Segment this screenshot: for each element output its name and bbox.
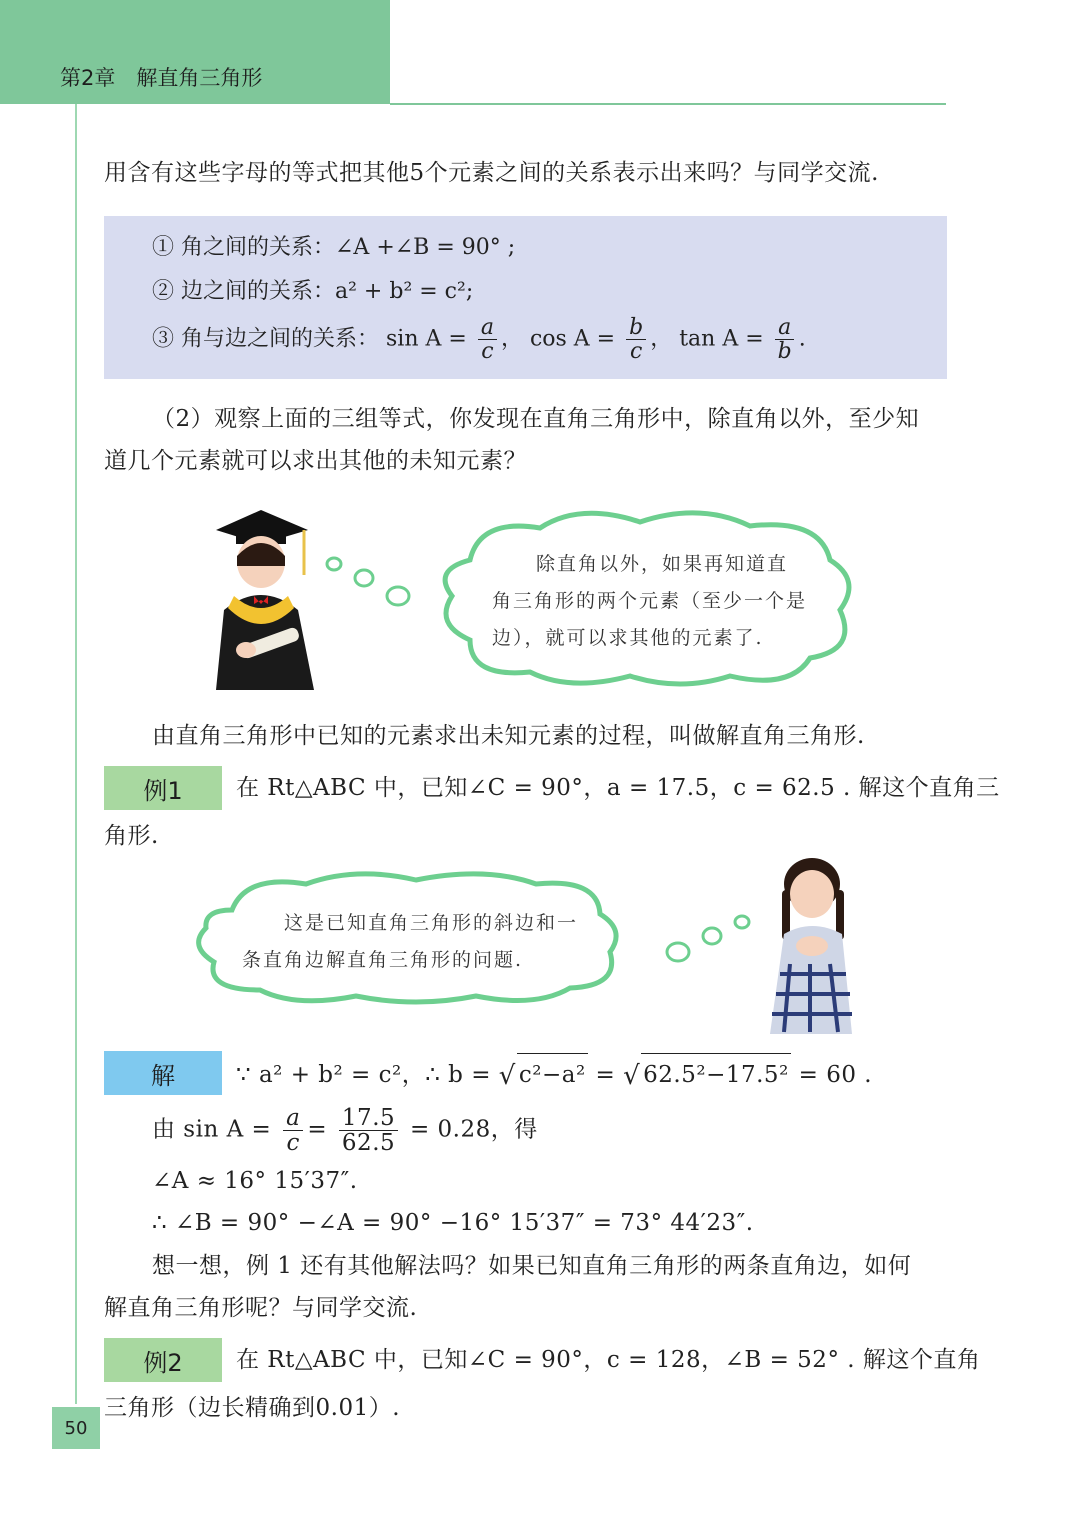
- example1-line2: 角形.: [104, 823, 159, 849]
- reflect-line2: 解直角三角形呢？与同学交流.: [104, 1295, 418, 1321]
- reflect-line1: 想一想，例 1 还有其他解法吗？如果已知直角三角形的两条直角边，如何: [152, 1253, 912, 1279]
- solution-line4: ∴ ∠B = 90° −∠A = 90° −16° 15′37″ = 73° 44′23″.: [152, 1210, 754, 1236]
- example2-line1: 在 Rt△ABC 中，已知∠C = 90°，c = 128，∠B = 52° . 解这个直角: [236, 1347, 981, 1373]
- solution-line3: ∠A ≈ 16° 15′37″.: [152, 1168, 358, 1194]
- relation-angles: ① 角之间的关系：∠A +∠B = 90° ;: [152, 235, 516, 260]
- question-line1: （2）观察上面的三组等式，你发现在直角三角形中，除直角以外，至少知: [152, 406, 920, 432]
- solution-line1: ∵ a² + b² = c²，∴ b = √ c²−a² = √ 62.5²−17.5² = 60 .: [236, 1053, 872, 1097]
- margin-rule: [75, 104, 77, 1404]
- relations-box: [104, 216, 947, 379]
- intro-text: 用含有这些字母的等式把其他5个元素之间的关系表示出来吗？与同学交流.: [104, 160, 879, 186]
- thought2-line1: 这是已知直角三角形的斜边和一: [284, 912, 579, 934]
- thought-dots-1: [322, 552, 422, 612]
- solution-line2: 由 sin A = $\frac{a}{c}$ = $\frac{17.5}{62.5}$ = 0.28，得: [152, 1105, 538, 1157]
- thought1-line3: 边），就可以求其他的元素了.: [492, 627, 764, 649]
- thinking-girl-illustration: [760, 854, 860, 1034]
- chapter-title: 第2章 解直角三角形: [60, 66, 263, 90]
- relation-trig: ③ 角与边之间的关系： sin A = $\frac{a}{c}$ ， cos A = $\frac{b}{c}$ ， tan A = $\frac{a}{b}$ .: [152, 315, 806, 365]
- thought2-line2: 条直角边解直角三角形的问题.: [242, 949, 524, 971]
- sin-fraction: $\frac{a}{c}$: [478, 316, 497, 363]
- example2-tag: 例2: [104, 1338, 222, 1382]
- relation-sides: ② 边之间的关系：a² + b² = c²;: [152, 279, 474, 304]
- page-number: 50: [52, 1407, 100, 1449]
- example1-line1: 在 Rt△ABC 中，已知∠C = 90°，a = 17.5，c = 62.5 . 解这个直角三: [236, 775, 1000, 801]
- question-line2: 道几个元素就可以求出其他的未知元素？: [104, 448, 527, 474]
- tan-fraction: $\frac{a}{b}$: [775, 316, 795, 363]
- definition-text: 由直角三角形中已知的元素求出未知元素的过程，叫做解直角三角形.: [152, 723, 865, 749]
- cos-fraction: $\frac{b}{c}$: [626, 316, 646, 363]
- thought1-line1: 除直角以外，如果再知道直: [536, 553, 789, 575]
- graduate-illustration: [196, 500, 326, 690]
- example1-tag: 例1: [104, 766, 222, 810]
- thought1-line2: 角三角形的两个元素（至少一个是: [492, 590, 808, 612]
- thought-dots-2: [660, 908, 760, 968]
- example2-line2: 三角形（边长精确到0.01）.: [104, 1395, 401, 1421]
- header-rule: [390, 103, 946, 105]
- solution-tag: 解: [104, 1051, 222, 1095]
